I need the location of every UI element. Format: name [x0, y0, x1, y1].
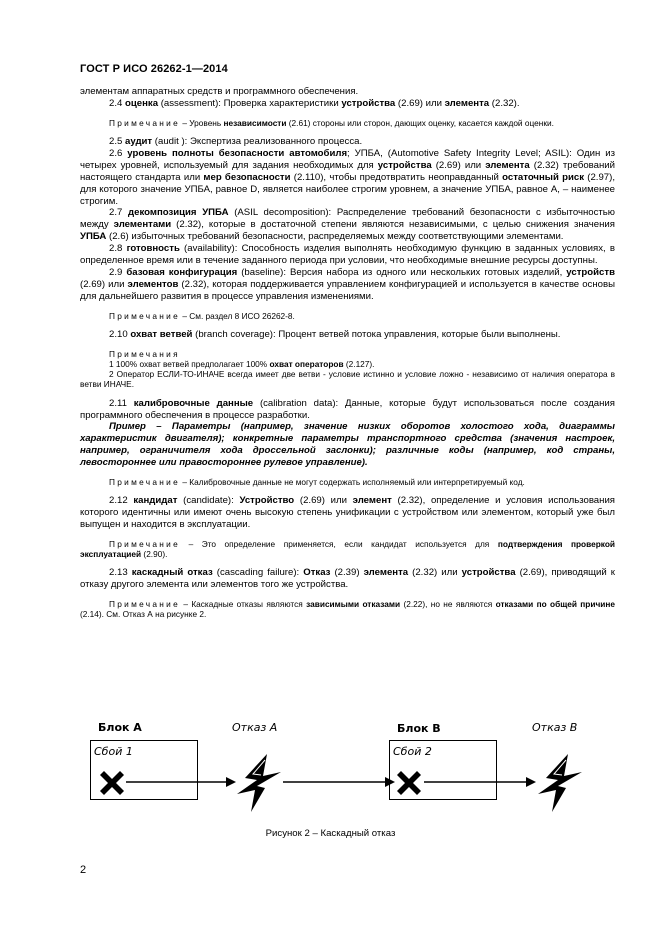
notes-2-10-label: Примечания [109, 348, 180, 359]
figure-failure-b-label: Отказ B [532, 721, 578, 734]
note-2-10-2: 2 Оператор ЕСЛИ-ТО-ИНАЧЕ всегда имеет две ветви - условие истинно и условие ложно - независимо от наличия оператора в ветви ИНАЧЕ. [80, 369, 615, 390]
failure-lightning-icon [536, 752, 588, 814]
definition-2-5: 2.5 аудит (audit ): Экспертиза реализованного процесса. [109, 136, 363, 148]
arrow-icon [424, 777, 536, 787]
page-number: 2 [80, 864, 87, 876]
definition-2-10: 2.10 охват ветвей (branch coverage): Процент ветвей потока управления, которые были выполнены. [109, 328, 561, 340]
arrow-icon [283, 777, 395, 787]
failure-lightning-icon [235, 752, 287, 814]
example-2-11: Пример – Параметры (например, значение низких оборотов холостого хода, диаграммы характеристик двигателя); конкретные параметры транспортного средства (значения настроек, например, ограничителя хода дроссельной заслонки); различные коды (например, код страны, левостороннее или правостороннее рулевое управление). [80, 421, 615, 469]
document-header: ГОСТ Р ИСО 26262-1—2014 [80, 63, 228, 75]
definition-2-12: 2.12 кандидат (candidate): Устройство (2.69) или элемент (2.32), определение и условия использования которого идентичны или имеют очень высокую степень унификации с устройством или элементом, который уже был выпущен и находится в эксплуатации. [80, 495, 615, 531]
note-2-11: Примечание – Калибровочные данные не могут содержать исполняемый или интерпретируемый код. [109, 477, 525, 488]
definition-2-6: 2.6 уровень полноты безопасности автомобиля; УПБА, (Automotive Safety Integrity Level; ASIL): Один из четырех уровней, используемый для задания необходимых для устройства (2.69) или элемента (2.32) требований настоящего стандарта или мер безопасности (2.110), чтобы предотвратить неоправданный остаточный риск (2.97), для которого значение УПБА, равное D, является наиболее строгим уровнем, а значение УПБА, равное А, – наименее строгим. [80, 147, 615, 207]
note-2-10-1: 1 100% охват ветвей предполагает 100% охват операторов (2.127). [109, 359, 375, 370]
paragraph-continuation: элементам аппаратных средств и программного обеспечения. [80, 86, 359, 97]
note-2-12: Примечание – Это определение применяется, если кандидат используется для подтверждения проверкой эксплуатацией (2.90). [80, 538, 615, 560]
definition-2-4: 2.4 оценка (assessment): Проверка характеристики устройства (2.69) или элемента (2.32). [109, 97, 520, 109]
arrow-icon [126, 777, 236, 787]
figure-block-b-label: Блок B [397, 722, 441, 735]
definition-2-9: 2.9 базовая конфигурация (baseline): Версия набора из одного или нескольких готовых изделий, устройств (2.69) или элементов (2.32), которая поддерживается управлением конфигурацией и используется в качестве основы для дальнейшего развития в процессе управления изменениями. [80, 266, 615, 302]
definition-2-8: 2.8 готовность (availability): Способность изделия выполнять необходимую функцию в заданных условиях, в определенное время или в течение заданного периода при условии, что необходимые внешние ресурсы доступны. [80, 243, 615, 267]
document-body [80, 86, 615, 620]
figure-caption: Рисунок 2 – Каскадный отказ [265, 828, 396, 839]
figure-fault-1-label: Сбой 1 [94, 745, 133, 758]
note-2-4: Примечание – Уровень независимости (2.61) стороны или сторон, дающих оценку, касается каждой оценки. [109, 117, 554, 128]
definition-2-7: 2.7 декомпозиция УПБА (ASIL decomposition): Распределение требований безопасности с избыточностью между элементами (2.32), которые в достаточной степени являются независимыми, с целью снижения значения УПБА (2.6) избыточных требований безопасности, распределяемых между соответствующими элементами. [80, 207, 615, 243]
definition-2-11: 2.11 калибровочные данные (calibration data): Данные, которые будут использоваться после создания программного обеспечения в процессе разработки. [80, 397, 615, 421]
note-2-13: Примечание – Каскадные отказы являются зависимыми отказами (2.22), но не являются отказами по общей причине (2.14). См. Отказ А на рисунке 2. [80, 599, 615, 620]
fault-x-icon [97, 768, 127, 798]
definition-2-13: 2.13 каскадный отказ (cascading failure): Отказ (2.39) элемента (2.32) или устройства (2.69), приводящий к отказу другого элемента или элементов того же устройства. [80, 567, 616, 591]
fault-x-icon [394, 768, 424, 798]
figure-block-a-label: Блок А [98, 721, 142, 734]
note-2-9: Примечание – См. раздел 8 ИСО 26262-8. [109, 310, 295, 321]
figure-fault-2-label: Сбой 2 [393, 745, 432, 758]
figure-failure-a-label: Отказ А [232, 721, 278, 734]
